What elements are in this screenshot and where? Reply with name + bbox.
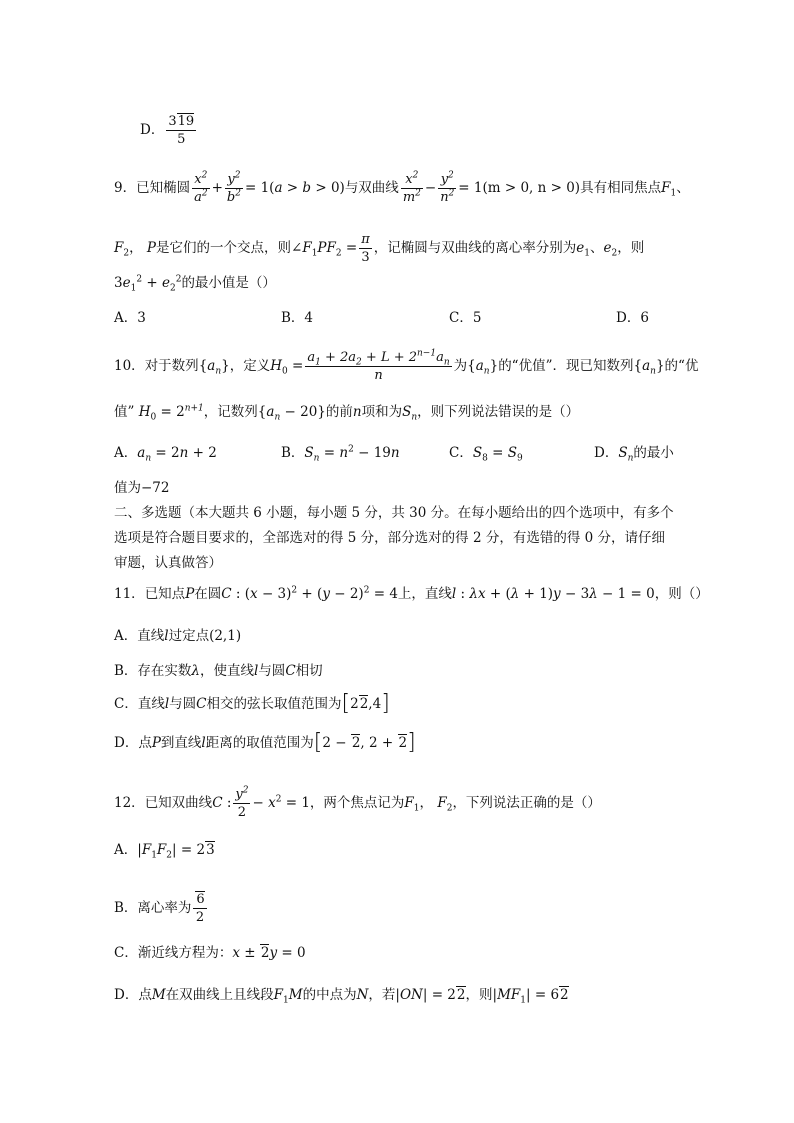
- q11-option-d[interactable]: D．点P到直线l距离的取值范围为[2 − 2, 2 + 2]: [114, 730, 416, 755]
- q11-option-a[interactable]: A．直线l过定点(2,1): [114, 628, 242, 644]
- q9-line1: 9．已知椭圆 $\frac{x^2}{a^2}$ + $\frac{y^2}{b^2}$ = 1(a > b > 0)与双曲线 $\frac{x^2}{m^2}$ − $\frac{y^2}{n^2}$ = 1(m > 0, n > 0)具有相同焦点$F_1$、: [114, 170, 690, 205]
- q9-number: 9．: [114, 180, 137, 196]
- q10-option-d-continued: 值为−72: [114, 480, 170, 496]
- q9-option-c[interactable]: C．5: [449, 310, 482, 326]
- q10-number: 10．: [114, 358, 145, 374]
- q12-number: 12．: [114, 795, 145, 811]
- q12-option-b[interactable]: B．离心率为 $\frac{6}{2}$: [114, 892, 205, 925]
- q12-option-d[interactable]: D．点M在双曲线上且线段$F_1M$的中点为N，若|ON| = 22，则$|MF_1| = 62$: [114, 987, 569, 1006]
- q11-line1: 11．已知点P在圆C : $(x - 3)^2 + (y - 2)^2 = 4$上，直线l : λx + (λ + 1)y − 3λ − 1 = 0，则（）: [114, 585, 709, 602]
- q10-line1: 10．对于数列$\{a_n\}$，定义$H_0$ = $\frac{a_1 + 2a_2 + L + 2^{n-1}a_n}{n}$ 为$\{a_n\}$的“优值”．现已知数列$\{a_n\}$的“优: [114, 348, 699, 383]
- q12-option-a[interactable]: A．$|F_1F_2| = 23$: [114, 842, 215, 861]
- q8-option-d: [140, 113, 198, 148]
- q10-option-c[interactable]: C．$S_8 = S_9$: [449, 445, 523, 464]
- q9-option-d[interactable]: D．6: [616, 310, 649, 326]
- section2-line3: 审题，认真做答）: [114, 555, 222, 571]
- q9-line3: $3e_1^2 + e_2^2$的最小值是（）: [114, 274, 276, 294]
- q8-option-d-fraction: $\frac{319}{5}$: [168, 114, 195, 147]
- q10-line2: 值” $H_0 = 2^{n+1}$，记数列$\{a_n - 20\}$的前n项和为$S_n$，则下列说法错误的是（）: [114, 403, 580, 423]
- q11-option-b[interactable]: B．存在实数λ，使直线l与圆C相切: [114, 663, 323, 679]
- q9-option-b[interactable]: B．4: [281, 310, 314, 326]
- q11-number: 11．: [114, 586, 145, 602]
- q12-line1: 12．已知双曲线C : $\frac{y^2}{2}$ − $x^2 = 1$，两个焦点记为$F_1$， $F_2$，下列说法正确的是（）: [114, 785, 601, 820]
- section2-line1: 二、多选题（本大题共 6 小题，每小题 5 分，共 30 分。在每小题给出的四个选项中，有多个: [114, 505, 674, 521]
- q10-option-d[interactable]: D．$S_n$的最小: [594, 445, 674, 464]
- q11-option-c[interactable]: C．直线l与圆C相交的弦长取值范围为[22,4]: [114, 691, 390, 716]
- q9-option-a[interactable]: A．3: [114, 310, 146, 326]
- q8-option-d-label: D．: [140, 122, 165, 138]
- q10-option-a[interactable]: A．$a_n = 2n + 2$: [114, 445, 217, 464]
- section2-line2: 选项是符合题目要求的，全部选对的得 5 分，部分选对的得 2 分，有选错的得 0 分，请仔细: [114, 530, 666, 546]
- q12-option-c[interactable]: C．渐近线方程为：x ± 2y = 0: [114, 945, 306, 961]
- q10-option-b[interactable]: B．$S_n = n^2 - 19n$: [281, 444, 400, 464]
- q9-line2: $F_2$， P是它们的一个交点，则$\angle F_1PF_2$ = $\frac{\pi}{3}$ ，记椭圆与双曲线的离心率分别为$e_1$、$e_2$，则: [114, 232, 645, 265]
